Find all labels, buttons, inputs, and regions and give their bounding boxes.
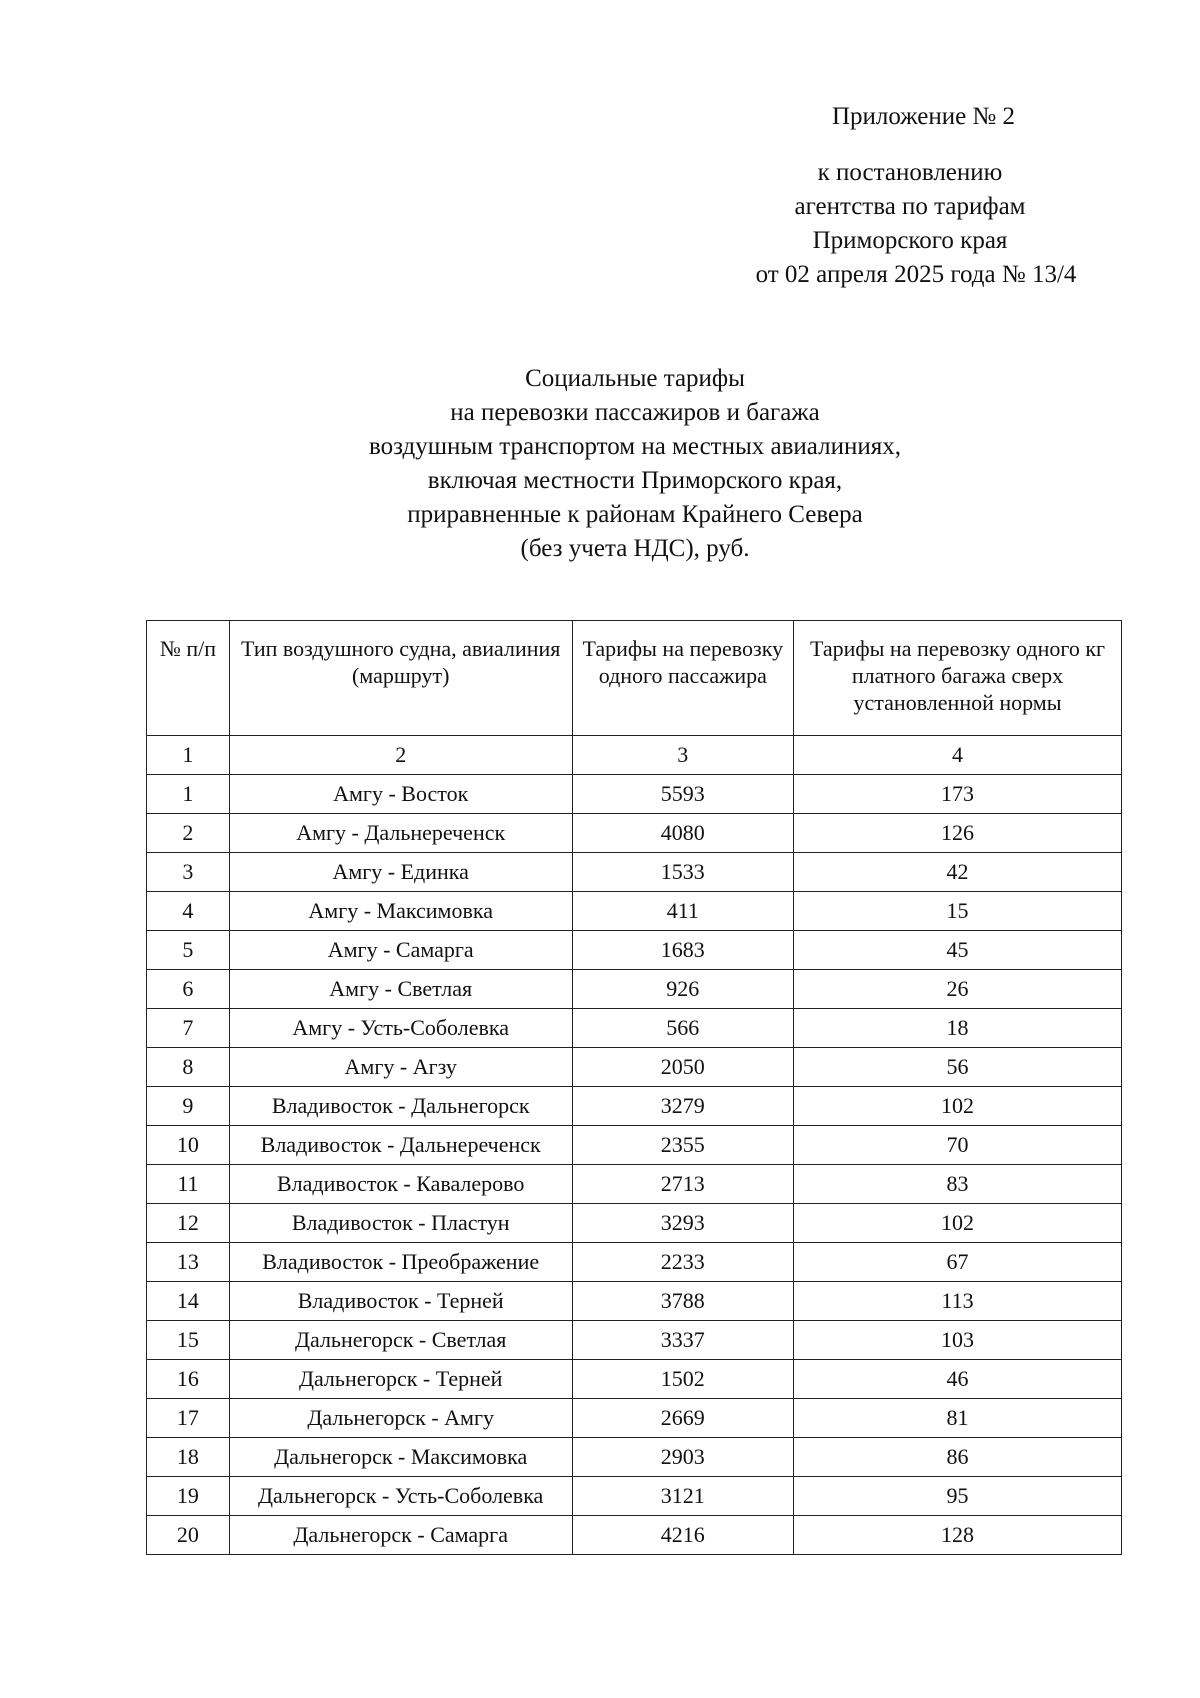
route-cell: Амгу - Светлая (229, 970, 572, 1009)
passenger-tariff-cell: 566 (572, 1009, 794, 1048)
column-number: 3 (572, 736, 794, 775)
heading-line-3: воздушным транспортом на местных авиалиниях, (369, 433, 901, 460)
table-row (147, 892, 1122, 931)
baggage-tariff-cell: 86 (794, 1438, 1122, 1477)
route-cell: Владивосток - Кавалерово (229, 1165, 572, 1204)
row-number-cell: 13 (147, 1243, 230, 1282)
row-number-cell: 14 (147, 1282, 230, 1321)
table-header-row (147, 621, 1122, 736)
table-row (147, 931, 1122, 970)
row-number-cell: 5 (147, 931, 230, 970)
row-number-cell: 1 (147, 775, 230, 814)
baggage-tariff-cell: 42 (794, 853, 1122, 892)
row-number-cell: 3 (147, 853, 230, 892)
row-number-cell: 9 (147, 1087, 230, 1126)
table-row (147, 1477, 1122, 1516)
baggage-tariff-cell: 70 (794, 1126, 1122, 1165)
passenger-tariff-cell: 2355 (572, 1126, 794, 1165)
passenger-tariff-cell: 2669 (572, 1399, 794, 1438)
row-number-cell: 15 (147, 1321, 230, 1360)
route-cell: Владивосток - Дальнереченск (229, 1126, 572, 1165)
table-row (147, 814, 1122, 853)
table-row (147, 1126, 1122, 1165)
row-number-cell: 18 (147, 1438, 230, 1477)
header-passenger-tariff: Тарифы на перевозку одного пассажира (572, 621, 794, 736)
table-row (147, 1165, 1122, 1204)
column-number: 4 (794, 736, 1122, 775)
tariffs-table (146, 620, 1122, 1555)
passenger-tariff-cell: 1533 (572, 853, 794, 892)
passenger-tariff-cell: 926 (572, 970, 794, 1009)
route-cell: Амгу - Максимовка (229, 892, 572, 931)
passenger-tariff-cell: 411 (572, 892, 794, 931)
baggage-tariff-cell: 56 (794, 1048, 1122, 1087)
baggage-tariff-cell: 67 (794, 1243, 1122, 1282)
route-cell: Дальнегорск - Усть-Соболевка (229, 1477, 572, 1516)
baggage-tariff-cell: 46 (794, 1360, 1122, 1399)
table-row (147, 1087, 1122, 1126)
heading-line-4: включая местности Приморского края, (427, 467, 843, 494)
column-number: 2 (229, 736, 572, 775)
baggage-tariff-cell: 15 (794, 892, 1122, 931)
route-cell: Амгу - Усть-Соболевка (229, 1009, 572, 1048)
header-number: № п/п (147, 621, 230, 736)
header-baggage-tariff: Тарифы на перевозку одного кг платного багажа сверх установленной нормы (794, 621, 1122, 736)
route-cell: Дальнегорск - Светлая (229, 1321, 572, 1360)
baggage-tariff-cell: 126 (794, 814, 1122, 853)
passenger-tariff-cell: 4216 (572, 1516, 794, 1555)
table-row (147, 1048, 1122, 1087)
row-number-cell: 4 (147, 892, 230, 931)
baggage-tariff-cell: 81 (794, 1399, 1122, 1438)
heading-line-5: приравненные к районам Крайнего Севера (407, 501, 863, 528)
route-cell: Амгу - Самарга (229, 931, 572, 970)
baggage-tariff-cell: 173 (794, 775, 1122, 814)
table-row (147, 1399, 1122, 1438)
table-row (147, 1321, 1122, 1360)
route-cell: Дальнегорск - Терней (229, 1360, 572, 1399)
passenger-tariff-cell: 3788 (572, 1282, 794, 1321)
row-number-cell: 10 (147, 1126, 230, 1165)
table-row (147, 853, 1122, 892)
header-route: Тип воздушного судна, авиалиния (маршрут) (229, 621, 572, 736)
heading-line-2: на перевозки пассажиров и багажа (450, 399, 820, 426)
passenger-tariff-cell: 2233 (572, 1243, 794, 1282)
passenger-tariff-cell: 1502 (572, 1360, 794, 1399)
document-heading (220, 362, 1050, 566)
row-number-cell: 11 (147, 1165, 230, 1204)
route-cell: Амгу - Восток (229, 775, 572, 814)
passenger-tariff-cell: 3279 (572, 1087, 794, 1126)
row-number-cell: 8 (147, 1048, 230, 1087)
appendix-block (740, 100, 1160, 292)
passenger-tariff-cell: 2903 (572, 1438, 794, 1477)
baggage-tariff-cell: 102 (794, 1087, 1122, 1126)
appendix-title: Приложение № 2 (832, 103, 1016, 130)
route-cell: Амгу - Дальнереченск (229, 814, 572, 853)
row-number-cell: 16 (147, 1360, 230, 1399)
passenger-tariff-cell: 5593 (572, 775, 794, 814)
row-number-cell: 17 (147, 1399, 230, 1438)
row-number-cell: 2 (147, 814, 230, 853)
heading-line-1: Социальные тарифы (525, 365, 745, 392)
table-row (147, 1282, 1122, 1321)
route-cell: Владивосток - Преображение (229, 1243, 572, 1282)
route-cell: Владивосток - Пластун (229, 1204, 572, 1243)
appendix-line-2: агентства по тарифам (794, 193, 1026, 220)
passenger-tariff-cell: 3293 (572, 1204, 794, 1243)
table-row (147, 1438, 1122, 1477)
passenger-tariff-cell: 1683 (572, 931, 794, 970)
route-cell: Дальнегорск - Амгу (229, 1399, 572, 1438)
table-row (147, 1009, 1122, 1048)
baggage-tariff-cell: 45 (794, 931, 1122, 970)
row-number-cell: 6 (147, 970, 230, 1009)
baggage-tariff-cell: 128 (794, 1516, 1122, 1555)
route-cell: Амгу - Агзу (229, 1048, 572, 1087)
baggage-tariff-cell: 113 (794, 1282, 1122, 1321)
row-number-cell: 20 (147, 1516, 230, 1555)
row-number-cell: 19 (147, 1477, 230, 1516)
route-cell: Дальнегорск - Самарга (229, 1516, 572, 1555)
column-number: 1 (147, 736, 230, 775)
passenger-tariff-cell: 2050 (572, 1048, 794, 1087)
route-cell: Владивосток - Дальнегорск (229, 1087, 572, 1126)
passenger-tariff-cell: 4080 (572, 814, 794, 853)
route-cell: Амгу - Единка (229, 853, 572, 892)
table-row (147, 1243, 1122, 1282)
table-row (147, 775, 1122, 814)
route-cell: Владивосток - Терней (229, 1282, 572, 1321)
baggage-tariff-cell: 103 (794, 1321, 1122, 1360)
baggage-tariff-cell: 102 (794, 1204, 1122, 1243)
baggage-tariff-cell: 18 (794, 1009, 1122, 1048)
appendix-line-4: от 02 апреля 2025 года № 13/4 (755, 261, 1077, 288)
table-row (147, 970, 1122, 1009)
column-number-row (147, 736, 1122, 775)
route-cell: Дальнегорск - Максимовка (229, 1438, 572, 1477)
row-number-cell: 7 (147, 1009, 230, 1048)
baggage-tariff-cell: 83 (794, 1165, 1122, 1204)
baggage-tariff-cell: 26 (794, 970, 1122, 1009)
table-row (147, 1516, 1122, 1555)
row-number-cell: 12 (147, 1204, 230, 1243)
passenger-tariff-cell: 3121 (572, 1477, 794, 1516)
passenger-tariff-cell: 2713 (572, 1165, 794, 1204)
heading-line-6: (без учета НДС), руб. (520, 535, 750, 562)
appendix-line-3: Приморского края (812, 227, 1008, 254)
passenger-tariff-cell: 3337 (572, 1321, 794, 1360)
table-row (147, 1360, 1122, 1399)
table-row (147, 1204, 1122, 1243)
baggage-tariff-cell: 95 (794, 1477, 1122, 1516)
appendix-line-1: к постановлению (817, 159, 1003, 186)
